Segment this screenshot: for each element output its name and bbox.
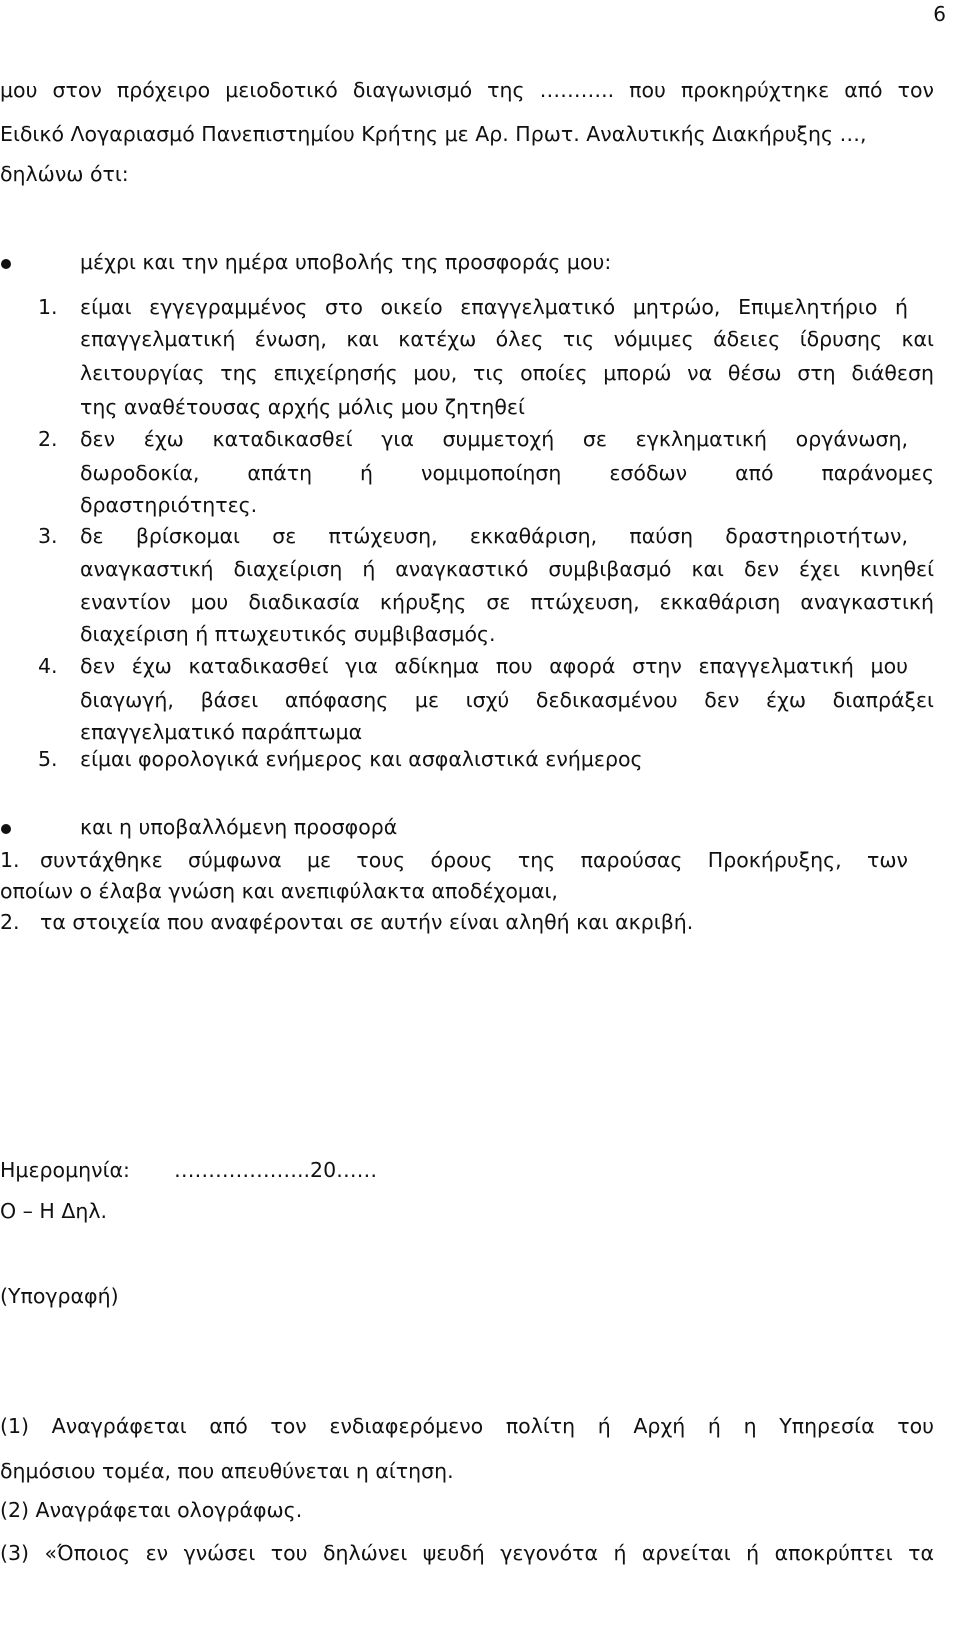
intro-line: μου στον πρόχειρο μειοδοτικό διαγωνισμό της ……….. που προκηρύχτηκε από τον — [0, 78, 934, 102]
item-line: λειτουργίας της επιχείρησής μου, τις οποίες μπορώ να θέσω στη διάθεση — [80, 361, 934, 385]
page-number: 6 — [933, 2, 946, 26]
intro-line: δηλώνω ότι: — [0, 162, 129, 186]
signature-label: (Υπογραφή) — [0, 1284, 119, 1308]
item-line: επαγγελματικό παράπτωμα — [80, 720, 363, 744]
item-line: τα στοιχεία που αναφέρονται σε αυτήν είναι αληθή και ακριβή. — [40, 910, 694, 934]
item-line: αναγκαστική διαχείριση ή αναγκαστικό συμβιβασμό και δεν έχει κινηθεί — [80, 557, 934, 581]
item-number: 2. — [38, 427, 58, 451]
item-line: δραστηριότητες. — [80, 493, 258, 517]
item-line: συντάχθηκε σύμφωνα με τους όρους της παρούσας Προκήρυξης, των — [40, 848, 908, 872]
item-line: οποίων ο έλαβα γνώση και ανεπιφύλακτα αποδέχομαι, — [0, 879, 558, 903]
item-line: είμαι εγγεγραμμένος στο οικείο επαγγελματικό μητρώο, Επιμελητήριο ή — [80, 295, 908, 319]
item-line: της αναθέτουσας αρχής μόλις μου ζητηθεί — [80, 395, 525, 419]
footnote-line: δημόσιου τομέα, που απευθύνεται η αίτηση. — [0, 1459, 454, 1483]
item-line: είμαι φορολογικά ενήμερος και ασφαλιστικά ενήμερος — [80, 747, 643, 771]
item-number: 5. — [38, 747, 58, 771]
bullet-icon — [1, 259, 11, 269]
item-line: δε βρίσκομαι σε πτώχευση, εκκαθάριση, παύση δραστηριοτήτων, — [80, 524, 908, 548]
item-line: εναντίον μου διαδικασία κήρυξης σε πτώχευση, εκκαθάριση αναγκαστική — [80, 590, 934, 614]
section2-heading: και η υποβαλλόμενη προσφορά — [80, 815, 398, 839]
item-number: 3. — [38, 524, 58, 548]
item-line: δεν έχω καταδικασθεί για αδίκημα που αφορά στην επαγγελματική μου — [80, 654, 908, 678]
item-line: δεν έχω καταδικασθεί για συμμετοχή σε εγκληματική οργάνωση, — [80, 427, 908, 451]
item-line: διαγωγή, βάσει απόφασης με ισχύ δεδικασμένου δεν έχω διαπράξει — [80, 688, 934, 712]
item-line: διαχείριση ή πτωχευτικός συμβιβασμός. — [80, 622, 496, 646]
date-label: Ημερομηνία: — [0, 1158, 130, 1182]
item-line: δωροδοκία, απάτη ή νομιμοποίηση εσόδων από παράνομες — [80, 461, 934, 485]
intro-line: Ειδικό Λογαριασμό Πανεπιστημίου Κρήτης με Αρ. Πρωτ. Αναλυτικής Διακήρυξης …, — [0, 122, 867, 146]
footnote-line: (2) Αναγράφεται ολογράφως. — [0, 1498, 303, 1522]
declarant-label: Ο – Η Δηλ. — [0, 1199, 108, 1223]
item-number: 4. — [38, 654, 58, 678]
date-value: ………………..20…… — [174, 1158, 378, 1182]
footnote-line: (1) Αναγράφεται από τον ενδιαφερόμενο πολίτη ή Αρχή ή η Υπηρεσία του — [0, 1414, 934, 1438]
section1-heading: μέχρι και την ημέρα υποβολής της προσφοράς μου: — [80, 250, 612, 274]
item-number: 1. — [0, 848, 20, 872]
footnote-line: (3) «Όποιος εν γνώσει του δηλώνει ψευδή γεγονότα ή αρνείται ή αποκρύπτει τα — [0, 1541, 934, 1565]
bullet-icon — [1, 824, 11, 834]
item-line: επαγγελματική ένωση, και κατέχω όλες τις νόμιμες άδειες ίδρυσης και — [80, 327, 934, 351]
item-number: 1. — [38, 295, 58, 319]
item-number: 2. — [0, 910, 20, 934]
